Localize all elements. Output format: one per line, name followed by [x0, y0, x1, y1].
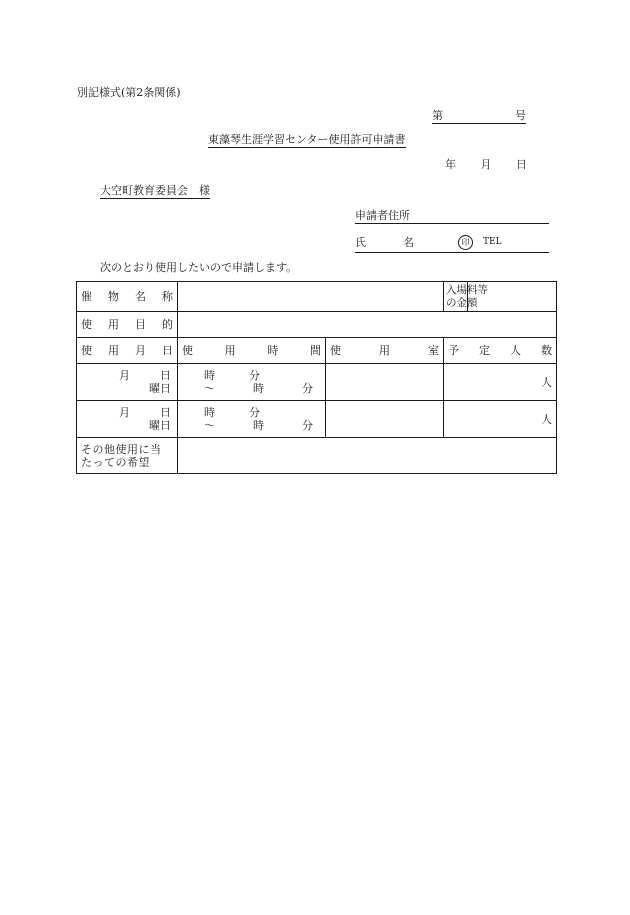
- date-year: 年: [445, 158, 456, 171]
- name-label-1: 氏: [355, 236, 366, 249]
- date-month: 月: [480, 158, 492, 171]
- intro-text: 次のとおり使用したいので申請します。: [100, 261, 298, 274]
- name-label-2: 名: [403, 236, 414, 249]
- row-time-cell[interactable]: 時 分 ～ 時 分: [178, 364, 326, 401]
- seal-icon: 印: [458, 235, 473, 250]
- row-people-cell[interactable]: 人: [444, 401, 557, 438]
- purpose-label: 使 用 目 的: [77, 312, 178, 338]
- form-label: 別記様式(第2条関係): [77, 86, 181, 99]
- row-date-cell[interactable]: 月 日 曜日: [77, 364, 178, 401]
- header-time: 使 用 時 間: [178, 338, 326, 364]
- table-row: [77, 364, 557, 401]
- event-name-input[interactable]: [178, 282, 444, 312]
- date-line: [445, 159, 527, 170]
- applicant-address-label: 申請者住所: [355, 209, 410, 222]
- purpose-row: [77, 312, 557, 338]
- row-date-cell[interactable]: 月 日 曜日: [77, 401, 178, 438]
- applicant-address-field[interactable]: [355, 210, 549, 224]
- event-name-label: 催 物 名 称: [77, 282, 178, 312]
- other-wishes-row: [77, 438, 557, 474]
- header-row: [77, 338, 557, 364]
- row-time-cell[interactable]: 時 分 ～ 時 分: [178, 401, 326, 438]
- header-date: 使 用 月 日: [77, 338, 178, 364]
- applicant-name-field[interactable]: [355, 235, 549, 253]
- row-room-cell[interactable]: [326, 401, 444, 438]
- admission-fee-label: 入場料等 の金額: [444, 282, 468, 312]
- tel-label: TEL: [483, 237, 502, 247]
- row-room-cell[interactable]: [326, 364, 444, 401]
- other-wishes-label: その他使用に当 たっての希望: [77, 438, 178, 474]
- number-go: 号: [515, 109, 526, 122]
- header-room: 使 用 室: [326, 338, 444, 364]
- header-people: 予 定 人 数: [444, 338, 557, 364]
- event-name-row: [77, 282, 557, 312]
- date-day: 日: [516, 158, 527, 171]
- addressee: 大空町教育委員会 様: [100, 184, 210, 197]
- row-people-cell[interactable]: 人: [444, 364, 557, 401]
- other-wishes-input[interactable]: [178, 438, 557, 474]
- page-title: 東藻琴生涯学習センター使用許可申請書: [208, 133, 406, 146]
- purpose-input[interactable]: [178, 312, 557, 338]
- number-dai: 第: [432, 109, 443, 122]
- application-table: [76, 281, 557, 474]
- table-row: [77, 401, 557, 438]
- document-number: [432, 110, 526, 124]
